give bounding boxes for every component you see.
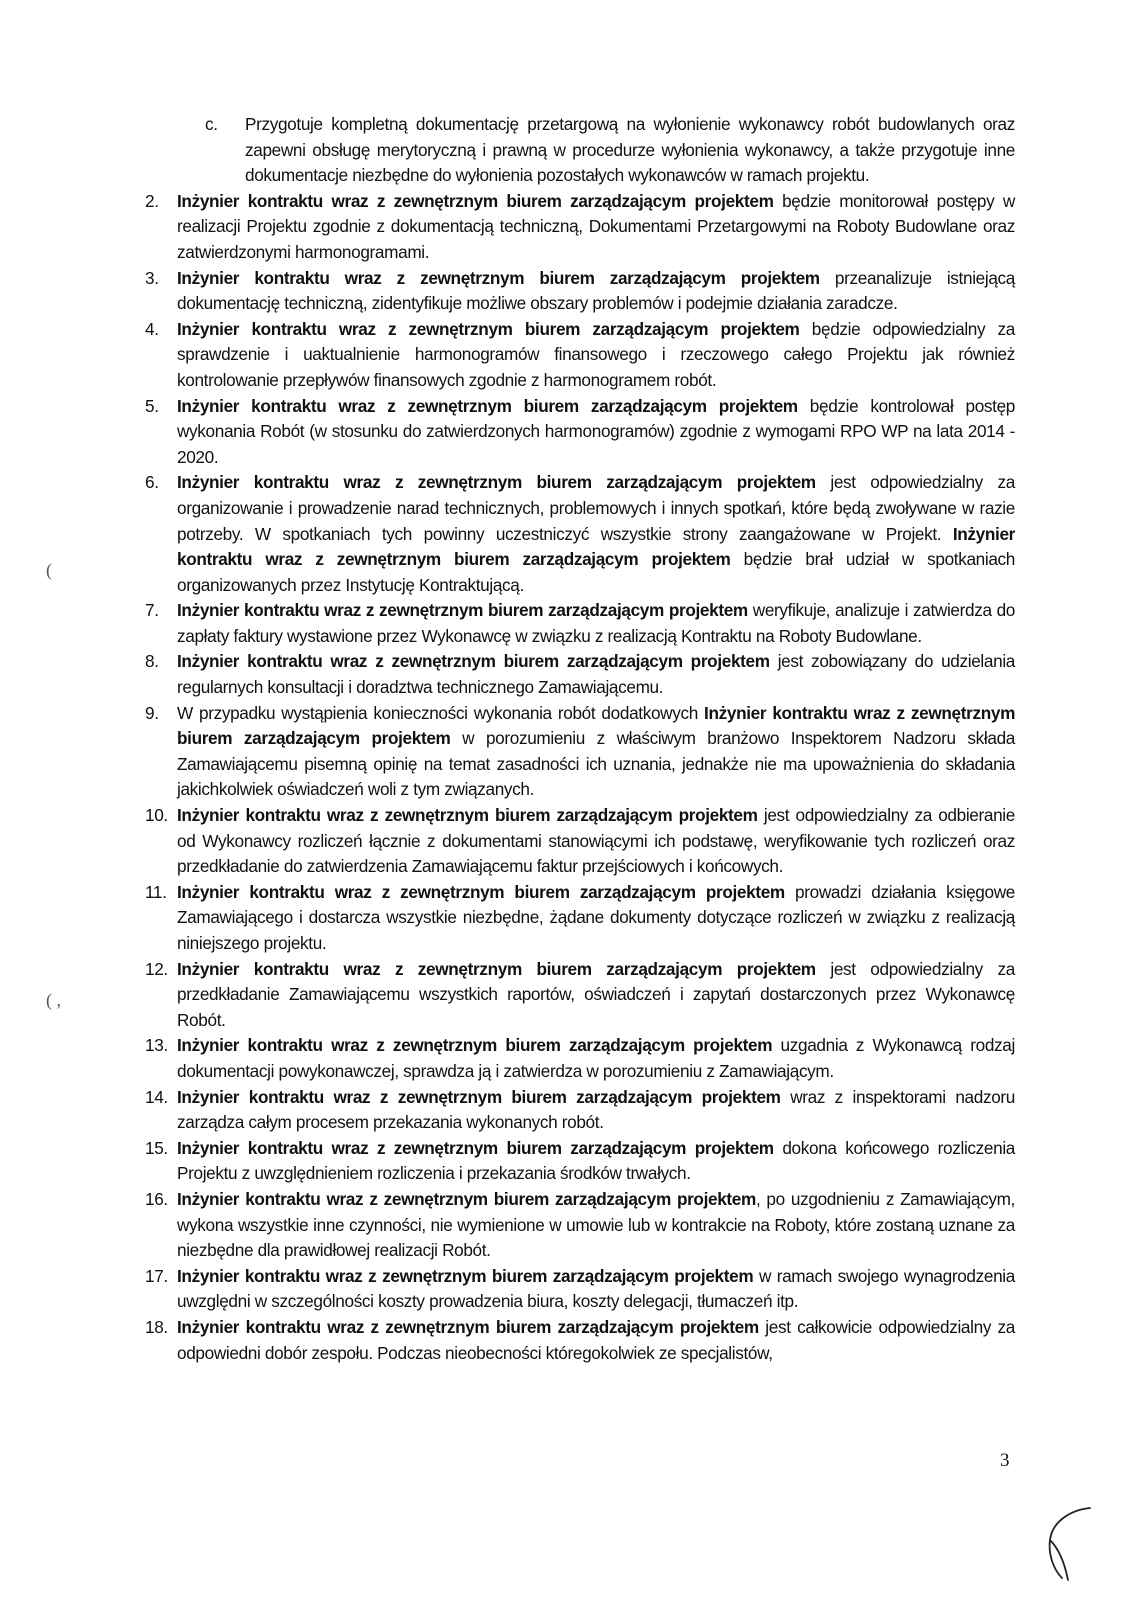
list-item: [145, 1187, 1015, 1264]
bold-role-phrase: Inżynier kontraktu wraz z zewnętrznym biurem zarządzającym projektem: [177, 1137, 774, 1158]
item-number: 7.: [145, 600, 159, 621]
bold-role-phrase: Inżynier kontraktu wraz z zewnętrznym biurem zarządzającym projektem: [177, 523, 1015, 570]
item-text-rest: będzie odpowiedzialny za sprawdzenie i uaktualnienie harmonogramów finansowego i rzeczowego całego Projektu jak również kontrolowanie przepływów finansowych zgodnie z harmonogramem robót.: [177, 318, 1015, 390]
item-number: 12.: [145, 958, 168, 979]
item-text: Przygotuje kompletną dokumentację przetargową na wyłonienie wykonawcy robót budowlanych oraz zapewni obsługę merytoryczną i prawną w procedurze wyłonienia wykonawcy, a także przygotuje inne dokumentacje niezbędne do wyłonienia pozostałych wykonawców w ramach projektu.: [245, 114, 1015, 186]
bold-role-phrase: Inżynier kontraktu wraz z zewnętrznym biurem zarządzającym projektem: [177, 1316, 759, 1337]
item-text-rest: przeanalizuje istniejącą dokumentację techniczną, zidentyfikuje możliwe obszary problemów i podejmie działania zaradcze.: [177, 267, 1015, 314]
item-text-rest: wraz z inspektorami nadzoru zarządza całym procesem przekazania wykonanych robót.: [177, 1086, 1015, 1133]
item-text: [177, 803, 1015, 880]
bold-role-phrase: Inżynier kontraktu wraz z zewnętrznym biurem zarządzającym projektem: [177, 1035, 773, 1056]
page-number: 3: [1000, 1450, 1010, 1471]
margin-mark: (: [46, 560, 52, 580]
item-number: 16.: [145, 1188, 168, 1209]
item-text: [177, 189, 1015, 266]
numbered-list: [145, 189, 1015, 1366]
item-text-rest: jest odpowiedzialny za organizowanie i prowadzenie narad technicznych, problemowych i innych spotkań, które będą zwoływane w razie potrzeby. W spotkaniach tych powinny uczestniczyć wszystkie strony zaangażowane w Projekt.: [177, 472, 1015, 544]
list-item: [145, 317, 1015, 394]
item-text-prefix: W przypadku wystąpienia konieczności wykonania robót dodatkowych: [177, 702, 705, 723]
list-item: [145, 1033, 1015, 1084]
bold-role-phrase: Inżynier kontraktu wraz z zewnętrznym biurem zarządzającym projektem: [177, 805, 758, 826]
item-number: c.: [205, 114, 218, 134]
item-text: [177, 957, 1015, 1034]
bold-role-phrase: Inżynier kontraktu wraz z zewnętrznym biurem zarządzającym projektem: [177, 1265, 754, 1286]
item-text-rest: dokona końcowego rozliczenia Projektu z uwzględnieniem rozliczenia i przekazania środków trwałych.: [177, 1137, 1015, 1184]
item-text: [177, 1187, 1015, 1264]
item-number: 4.: [145, 318, 159, 339]
item-number: 15.: [145, 1137, 168, 1158]
item-number: 9.: [145, 702, 159, 723]
list-item: [145, 701, 1015, 803]
item-text: [177, 394, 1015, 471]
list-item: [145, 1085, 1015, 1136]
item-number: 17.: [145, 1265, 168, 1286]
bold-role-phrase: Inżynier kontraktu wraz z zewnętrznym biurem zarządzającym projektem: [177, 958, 816, 979]
item-text-rest: jest odpowiedzialny za przedkładanie Zamawiającemu wszystkich raportów, oświadczeń i zapytań dostarczonych przez Wykonawcę Robót.: [177, 958, 1015, 1030]
item-text-rest: , po uzgodnieniu z Zamawiającym, wykona wszystkie inne czynności, nie wymienione w umowie lub w kontrakcie na Roboty, które zostaną uznane za niezbędne dla prawidłowej realizacji Robót.: [177, 1188, 1015, 1261]
bold-role-phrase: Inżynier kontraktu wraz z zewnętrznym biurem zarządzającym projektem: [177, 190, 774, 211]
item-text-rest: weryfikuje, analizuje i zatwierdza do zapłaty faktury wystawione przez Wykonawcę w związku z realizacją Kontraktu na Roboty Budowlane.: [177, 600, 1015, 646]
item-text: [177, 1264, 1015, 1315]
handwritten-initial-signature: [1040, 1500, 1110, 1590]
list-item: [145, 598, 1015, 649]
bold-role-phrase: Inżynier kontraktu wraz z zewnętrznym biurem zarządzającym projektem: [177, 395, 798, 416]
bold-role-phrase: Inżynier kontraktu wraz z zewnętrznym biurem zarządzającym projektem: [177, 600, 748, 621]
item-number: 3.: [145, 267, 159, 288]
bold-role-phrase: Inżynier kontraktu wraz z zewnętrznym biurem zarządzającym projektem: [177, 318, 800, 339]
bold-role-phrase: Inżynier kontraktu wraz z zewnętrznym biurem zarządzającym projektem: [177, 881, 785, 902]
item-number: 2.: [145, 190, 159, 211]
bold-role-phrase: Inżynier kontraktu wraz z zewnętrznym biurem zarządzającym projektem: [177, 651, 770, 672]
item-text: [177, 649, 1015, 700]
item-text-rest: uzgadnia z Wykonawcą rodzaj dokumentacji powykonawczej, sprawdza ją i zatwierdza w porozumieniu z Zamawiającym.: [177, 1035, 1015, 1081]
item-number: 10.: [145, 805, 168, 826]
list-item: [145, 957, 1015, 1034]
item-text-rest: w ramach swojego wynagrodzenia uwzględni w szczególności koszty prowadzenia biura, koszty delegacji, tłumaczeń itp.: [177, 1265, 1015, 1312]
list-item: [145, 803, 1015, 880]
item-text-rest: będzie brał udział w spotkaniach organizowanych przez Instytucję Kontraktującą.: [177, 549, 1016, 595]
list-item-c: [205, 112, 1015, 189]
item-number: 14.: [145, 1086, 168, 1107]
item-number: 13.: [145, 1035, 168, 1056]
list-item: [145, 189, 1015, 266]
item-text: [177, 317, 1015, 394]
list-item: [145, 1136, 1015, 1187]
item-number: 8.: [145, 651, 159, 672]
item-text-rest: będzie monitorował postępy w realizacji Projektu zgodnie z dokumentacją techniczną, Dokumentami Przetargowymi na Roboty Budowlane oraz zatwierdzonymi harmonogramami.: [177, 190, 1015, 262]
item-number: 11.: [145, 881, 167, 902]
list-item: [145, 1264, 1015, 1315]
bold-role-phrase: Inżynier kontraktu wraz z zewnętrznym biurem zarządzającym projektem: [177, 1188, 756, 1209]
item-number: 18.: [145, 1316, 168, 1337]
list-item: [145, 1315, 1015, 1366]
list-item: [145, 470, 1015, 598]
list-item: [145, 394, 1015, 471]
item-text: [177, 1136, 1015, 1187]
item-text-rest: w porozumieniu z właściwym branżowo Inspektorem Nadzoru składa Zamawiającemu pisemną opinię na temat zasadności ich uznania, jednakże nie ma upoważnienia do składania jakichkolwiek oświadczeń woli z tym związanych.: [177, 728, 1015, 800]
bold-role-phrase: Inżynier kontraktu wraz z zewnętrznym biurem zarządzającym projektem: [177, 702, 1015, 749]
item-text-rest: jest odpowiedzialny za odbieranie od Wykonawcy rozliczeń łącznie z dokumentami stanowiącymi ich podstawę, weryfikowanie tych rozliczeń oraz przedkładanie do zatwierdzenia Zamawiającemu faktur przejściowych i końcowych.: [177, 805, 1015, 877]
item-text: [177, 598, 1015, 649]
item-text: [177, 266, 1015, 317]
item-number: 6.: [145, 472, 159, 493]
list-item: [145, 880, 1015, 957]
list-item: [145, 266, 1015, 317]
item-text-rest: jest całkowicie odpowiedzialny za odpowiedni dobór zespołu. Podczas nieobecności któregokolwiek ze specjalistów,: [177, 1316, 1015, 1363]
bold-role-phrase: Inżynier kontraktu wraz z zewnętrznym biurem zarządzającym projektem: [177, 1086, 781, 1107]
item-text: [177, 1085, 1015, 1136]
bold-role-phrase: Inżynier kontraktu wraz z zewnętrznym biurem zarządzającym projektem: [177, 472, 816, 493]
item-text: [177, 1033, 1015, 1084]
item-text: [177, 470, 1015, 598]
item-text-rest: będzie kontrolował postęp wykonania Robót (w stosunku do zatwierdzonych harmonogramów) zgodnie z wymogami RPO WP na lata 2014 - 2020.: [177, 395, 1015, 467]
item-text: [177, 880, 1015, 957]
item-text-rest: jest zobowiązany do udzielania regularnych konsultacji i doradztwa technicznego Zamawiającemu.: [177, 651, 1015, 698]
margin-mark: ( ,: [46, 990, 61, 1010]
item-text-rest: prowadzi działania księgowe Zamawiającego i dostarcza wszystkie niezbędne, żądane dokumenty dotyczące rozliczeń w związku z realizacją niniejszego projektu.: [177, 881, 1015, 953]
item-number: 5.: [145, 395, 159, 416]
item-text: [177, 1315, 1015, 1366]
list-item: [145, 649, 1015, 700]
bold-role-phrase: Inżynier kontraktu wraz z zewnętrznym biurem zarządzającym projektem: [177, 267, 820, 288]
document-body: [145, 112, 1015, 1366]
item-text: [177, 701, 1015, 803]
